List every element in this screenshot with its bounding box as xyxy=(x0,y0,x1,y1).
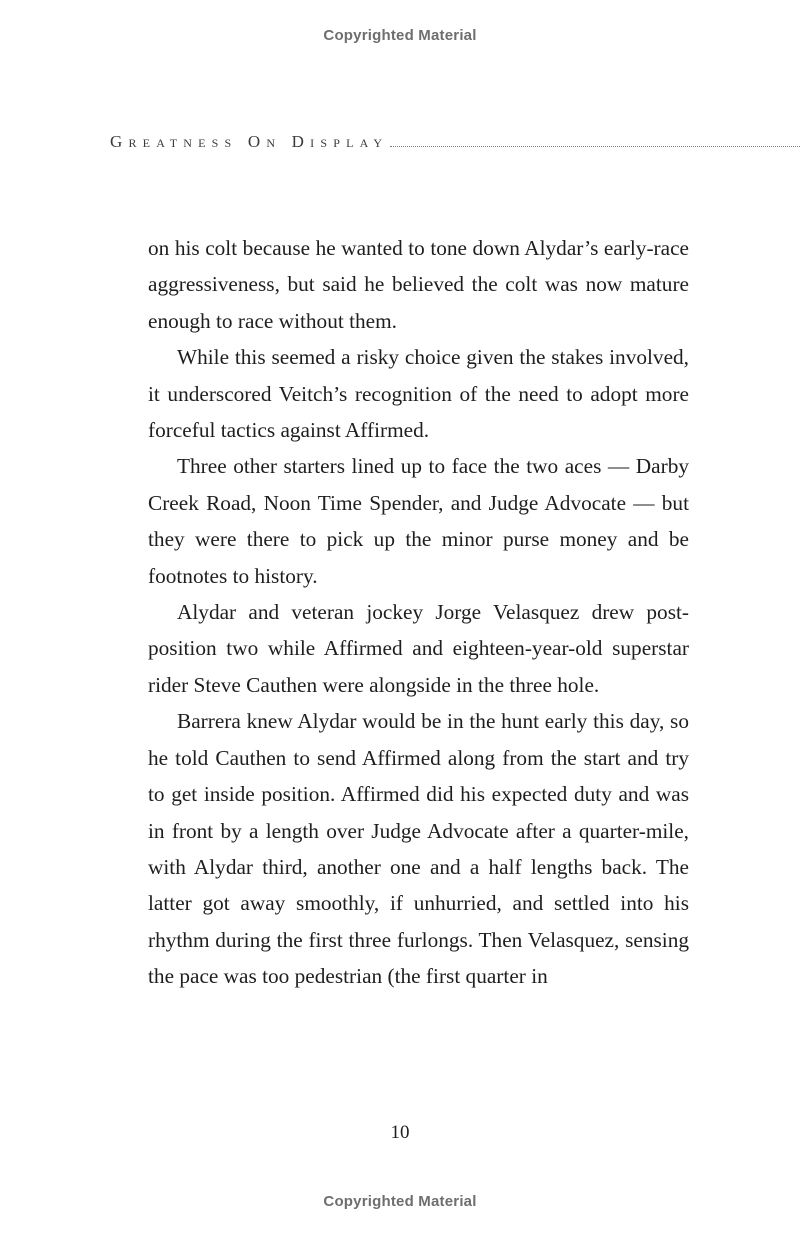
page-number: 10 xyxy=(390,1122,410,1143)
copyright-watermark-top: Copyrighted Material xyxy=(323,27,477,44)
paragraph-2: While this seemed a risky choice given the stakes involved, it underscored Veitch’s recognition of the need to adopt more forceful tactics against Affirmed. xyxy=(148,345,689,443)
paragraph-5: Barrera knew Alydar would be in the hunt early this day, so he told Cauthen to send Affirmed along from the start and try to get inside position. Affirmed did his expected duty and was in front by a length over Judge Advocate after a quarter-mile, with Alydar third, another one and a half lengths back. The latter got away smoothly, if unhurried, and settled into his rhythm during the first three furlongs. Then Velasquez, sensing the pace was too pedestrian (the first quarter in xyxy=(148,709,689,989)
paragraph-1: on his colt because he wanted to tone down Alydar’s early-race aggressiveness, but said he believed the colt was now mature enough to race without them. xyxy=(148,236,689,333)
header-dotted-rule xyxy=(390,146,800,147)
body-text xyxy=(148,230,689,995)
running-header-title: Greatness On Display xyxy=(110,132,389,151)
running-header xyxy=(110,133,800,150)
paragraph-4: Alydar and veteran jockey Jorge Velasquez drew post-position two while Affirmed and eighteen-year-old superstar rider Steve Cauthen were alongside in the three hole. xyxy=(148,600,689,697)
copyright-watermark-bottom: Copyrighted Material xyxy=(323,1193,477,1210)
paragraph-3: Three other starters lined up to face the two aces — Darby Creek Road, Noon Time Spender, and Judge Advocate — but they were there to pick up the minor purse money and be footnotes to history. xyxy=(148,454,689,588)
